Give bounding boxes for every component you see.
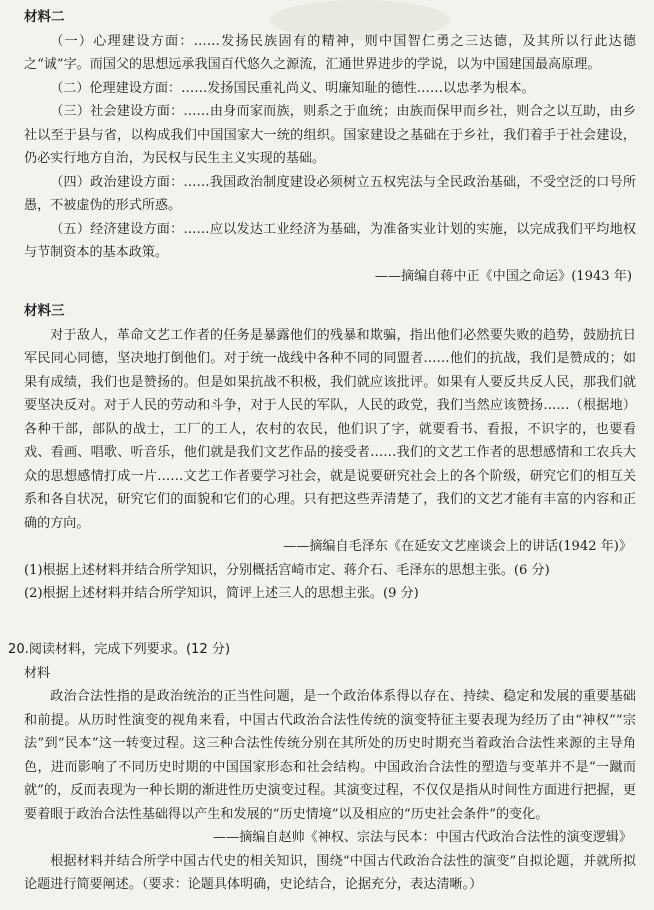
question-2: (2)根据上述材料并结合所学知识，简评上述三人的思想主张。(9 分): [24, 586, 419, 601]
material-2-section: [24, 6, 636, 288]
material-2-citation: ——摘编自蒋中正《中国之命运》(1943 年): [374, 268, 632, 284]
material-2-paragraph-5: （五）经济建设方面：……应以发达工业经济为基础，为准备实业计划的实施，以完成我们平均地权与节制资本的基本政策。: [24, 221, 636, 260]
question-20-title: 20.阅读材料，完成下列要求。(12 分): [8, 642, 231, 657]
material-2-heading: 材料二: [24, 9, 65, 25]
material-2-paragraph-3: （三）社会建设方面：……由身而家而族，则系之于血统；由族而保甲而乡社，则合之以互助，由乡社以至于县与省，以构成我们中国国家大一统的组织。国家建设之基础在于乡社，我们着手于社会建设，仍必实行地方自治，为民权与民生主义实现的基础。: [24, 104, 636, 166]
material-2-paragraph-2: （二）伦理建设方面：……发扬国民重礼尚义、明廉知耻的德性……以忠孝为根本。: [50, 80, 535, 96]
question-20-paragraph: 政治合法性指的是政治统治的正当性问题，是一个政治体系得以存在、持续、稳定和发展的重要基础和前提。从历时性演变的视角来看，中国古代政治合法性传统的演变特征主要表现为经历了由“神权”“宗法”到“民本”这一转变过程。这三种合法性传统分别在其所处的历史时期充当着政治合法性来源的主导角色，进而影响了不同历史时期的中国国家形态和社会结构。中国政治合法性的塑造与变革并不是“一蹴而就”的，反而表现为一种长期的渐进性历史演变过程。其演变过程，不仅仅是指从时间性方面进行把握，更要着眼于政治合法性基础得以产生和发展的“历史情境”以及相应的“历史社会条件”的变化。: [24, 689, 636, 822]
question-20-requirement: 根据材料并结合所学中国古代史的相关知识，围绕“中国古代政治合法性的演变”自拟论题，并就所拟论题进行简要阐述。（要求：论题具体明确，史论结合，论据充分，表达清晰。）: [24, 853, 636, 892]
material-2-paragraph-4: （四）政治建设方面：……我国政治制度建设必须树立五权宪法与全民政治基础，不受空泛的口号所愚，不被虚伪的形式所惑。: [24, 174, 636, 213]
material-2-paragraph-1: （一）心理建设方面：……发扬民族固有的精神，则中国智仁勇之三达德，及其所以行此达德之“诚”字。而国父的思想远承我国百代悠久之源流，汇通世界进步的学说，以为中国建国最高原理。: [24, 33, 636, 72]
question-20-citation: ——摘编自赵帅《神权、宗法与民本：中国古代政治合法性的演变逻辑》: [213, 830, 632, 845]
material-3-paragraph: 对于敌人，革命文艺工作者的任务是暴露他们的残暴和欺骗，指出他们必然要失败的趋势，鼓励抗日军民同心同德，坚决地打倒他们。对于统一战线中各种不同的同盟者……他们的抗战，我们是赞成的；如果有成绩，我们也是赞扬的。但是如果抗战不积极，我们就应该批评。如果有人要反共反人民，那我们就要坚决反对。对于人民的劳动和斗争，对于人民的军队，人民的政党，我们当然应该赞扬……（根据地）各种干部，部队的战士，工厂的工人，农村的农民，他们识了字，就要看书、看报，不识字的，也要看戏、看画、唱歌、听音乐，他们就是我们文艺作品的接受者……我们的文艺工作者的思想感情和工农兵大众的思想感情打成一片……文艺工作者要学习社会，就是说要研究社会上的各个阶级，研究它们的相互关系和各自状况，研究它们的面貌和它们的心理。只有把这些弄清楚了，我们的文艺才能有丰富的内容和正确的方向。: [24, 327, 636, 531]
material-3-heading: 材料三: [24, 303, 65, 319]
question-20-section: [8, 638, 636, 897]
question-20-material-label: 材料: [24, 665, 51, 681]
material-3-section: [24, 300, 636, 606]
question-1: (1)根据上述材料并结合所学知识，分别概括宫崎市定、蒋介石、毛泽东的思想主张。(6 分): [24, 562, 550, 578]
material-3-citation: ——摘编自毛泽东《在延安文艺座谈会上的讲话(1942 年)》: [283, 539, 632, 554]
